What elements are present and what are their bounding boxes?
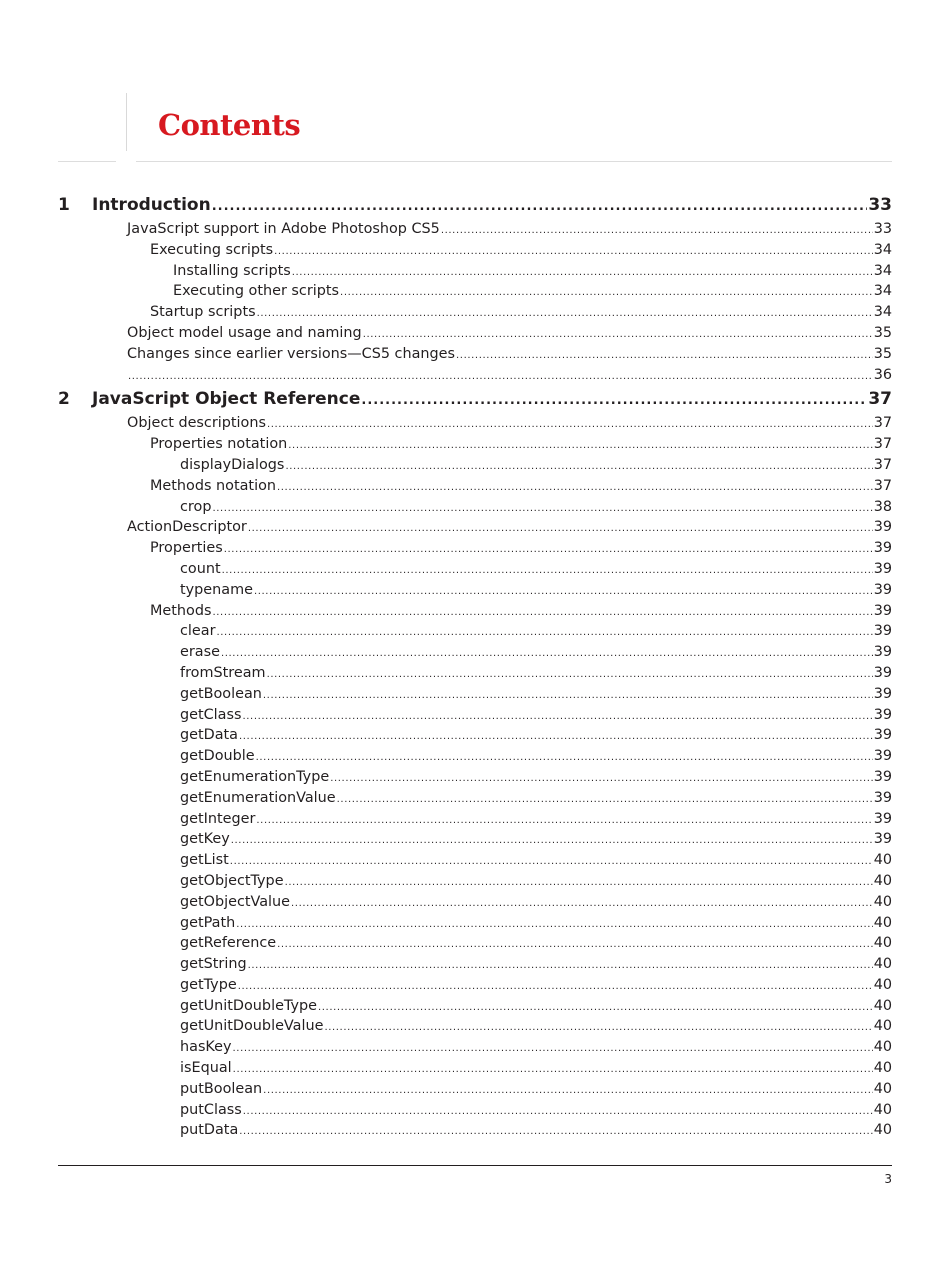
toc-entry[interactable]	[58, 809, 892, 830]
toc-entry[interactable]	[58, 302, 892, 323]
toc-entry-label: getEnumerationType	[180, 768, 330, 785]
toc-entry-page: 37	[873, 436, 892, 453]
dot-leader	[212, 193, 868, 221]
dot-leader	[257, 304, 873, 325]
dot-leader	[456, 346, 873, 367]
toc-entry-label: clear	[180, 623, 216, 640]
toc-entry-page: 40	[873, 1060, 892, 1077]
toc-entry[interactable]	[58, 996, 892, 1017]
toc-entry-label: Properties	[150, 540, 223, 557]
toc-entry[interactable]	[58, 933, 892, 954]
toc-entry-label: Object descriptions	[127, 415, 266, 432]
toc-entry-page: 39	[873, 810, 892, 827]
dot-leader	[239, 727, 873, 748]
toc-entry-page: 39	[873, 685, 892, 702]
toc-entry-page: 40	[873, 914, 892, 931]
toc-entry-page: 34	[873, 283, 892, 300]
toc-entry-page: 39	[873, 623, 892, 640]
toc-entry-label: getString	[180, 956, 247, 973]
toc-entry[interactable]	[58, 892, 892, 913]
toc-entry[interactable]	[58, 434, 892, 455]
toc-entry-page: 34	[873, 304, 892, 321]
dot-leader	[274, 242, 873, 263]
toc-entry-label: JavaScript support in Adobe Photoshop CS5	[127, 221, 440, 237]
dot-leader	[291, 894, 873, 915]
toc-entry-page: 40	[873, 852, 892, 869]
dot-leader	[277, 478, 873, 499]
toc-chapter-number: 1	[58, 195, 70, 215]
toc-entry-label: Introduction	[92, 195, 211, 215]
page-title: Contents	[158, 108, 301, 142]
toc-entry[interactable]	[58, 344, 892, 365]
toc-entry-label: Installing scripts	[173, 262, 291, 279]
dot-leader	[238, 977, 873, 998]
dot-leader	[340, 283, 873, 304]
toc-entry-label: putData	[180, 1122, 239, 1139]
dot-leader	[263, 686, 873, 707]
toc-entry[interactable]	[58, 788, 892, 809]
toc-entry[interactable]	[58, 1079, 892, 1100]
dot-leader	[288, 436, 872, 457]
toc-entry[interactable]	[58, 850, 892, 871]
toc-entry[interactable]	[58, 621, 892, 642]
toc-entry-label: Startup scripts	[150, 304, 256, 321]
toc-entry[interactable]	[58, 323, 892, 344]
toc-entry-page: 40	[873, 997, 892, 1014]
dot-leader	[277, 935, 873, 956]
toc-entry-label: typename	[180, 581, 253, 598]
toc-entry-page: 38	[873, 498, 892, 515]
toc-entry[interactable]	[58, 746, 892, 767]
toc-entry-page: 40	[873, 935, 892, 952]
dot-leader	[217, 623, 873, 644]
dot-leader	[254, 582, 873, 603]
dot-leader	[221, 644, 873, 665]
toc-entry-page: 36	[873, 366, 892, 383]
toc-entry-label: getDouble	[180, 748, 255, 765]
toc-entry-label: putClass	[180, 1101, 242, 1118]
toc-entry[interactable]	[58, 455, 892, 476]
toc-entry-page: 40	[873, 872, 892, 889]
toc-entry-label: displayDialogs	[180, 456, 285, 473]
dot-leader	[231, 831, 873, 852]
toc-entry-page: 37	[873, 415, 892, 432]
toc-entry-label: getList	[180, 852, 229, 869]
toc-entry-label: Properties notation	[150, 436, 288, 453]
dot-leader	[330, 769, 872, 790]
toc-entry[interactable]	[58, 871, 892, 892]
toc-entry[interactable]	[58, 975, 892, 996]
toc-entry[interactable]	[58, 725, 892, 746]
toc-entry-page: 39	[873, 748, 892, 765]
toc-entry[interactable]	[58, 1016, 892, 1037]
toc-entry[interactable]	[58, 1037, 892, 1058]
dot-leader	[243, 707, 873, 728]
toc-entry-page: 39	[873, 789, 892, 806]
toc-entry-label: hasKey	[180, 1039, 232, 1056]
toc-entry-page: 39	[873, 602, 892, 619]
toc-entry-label: getClass	[180, 706, 242, 723]
dot-leader	[248, 519, 873, 540]
toc-entry[interactable]	[58, 954, 892, 975]
dot-leader	[233, 1060, 873, 1081]
dot-leader	[248, 956, 873, 977]
toc-entry-page: 40	[873, 1080, 892, 1097]
dot-leader	[256, 748, 873, 769]
toc-entry-label: getReference	[180, 935, 277, 952]
toc-entry-label: crop	[180, 498, 212, 515]
toc-entry-label: count	[180, 560, 221, 577]
toc-entry-page: 39	[873, 581, 892, 598]
toc-entry-label: Methods notation	[150, 477, 276, 494]
toc-entry[interactable]	[58, 913, 892, 934]
toc-entry-label: isEqual	[180, 1060, 232, 1077]
toc-entry-page: 35	[873, 345, 892, 362]
page-number: 3	[884, 1172, 892, 1186]
toc-entry-label: getKey	[180, 831, 230, 848]
dot-leader	[363, 325, 873, 346]
header-rule-left	[58, 161, 116, 162]
toc-entry-page: 40	[873, 1101, 892, 1118]
dot-leader	[263, 1081, 873, 1102]
toc-entry[interactable]	[58, 767, 892, 788]
toc-entry-label: getPath	[180, 914, 236, 931]
toc-entry-label: erase	[180, 644, 220, 661]
toc-entry-label: putBoolean	[180, 1080, 263, 1097]
toc-entry[interactable]	[58, 517, 892, 538]
toc-entry-page: 37	[868, 389, 892, 410]
toc-entry-page: 39	[873, 644, 892, 661]
toc-entry[interactable]	[58, 705, 892, 726]
toc-entry[interactable]	[58, 538, 892, 559]
toc-chapter-number: 2	[58, 389, 70, 410]
toc-entry-page: 33	[868, 195, 892, 215]
dot-leader	[236, 915, 872, 936]
dot-leader	[230, 852, 873, 873]
dot-leader	[256, 811, 872, 832]
dot-leader	[233, 1039, 873, 1060]
toc-entry-page: 37	[873, 477, 892, 494]
toc-entry-label: getObjectType	[180, 872, 284, 889]
toc-entry[interactable]	[58, 663, 892, 684]
dot-leader	[128, 367, 873, 388]
toc-entry-page: 40	[873, 1122, 892, 1139]
toc-entry-page: 34	[873, 262, 892, 279]
dot-leader	[361, 387, 867, 415]
dot-leader	[212, 603, 872, 624]
toc-entry[interactable]	[58, 497, 892, 518]
toc-entry[interactable]	[58, 684, 892, 705]
dot-leader	[337, 790, 873, 811]
toc-entry[interactable]	[58, 365, 892, 386]
toc-entry[interactable]	[58, 240, 892, 261]
dot-leader	[324, 1018, 872, 1039]
toc-entry-page: 39	[873, 831, 892, 848]
toc-entry-page: 39	[873, 560, 892, 577]
toc-entry-label: ActionDescriptor	[127, 519, 247, 536]
toc-entry[interactable]	[58, 1100, 892, 1121]
toc-entry-page: 40	[873, 1039, 892, 1056]
toc-entry-label: getUnitDoubleValue	[180, 1018, 324, 1035]
toc-entry-page: 39	[873, 706, 892, 723]
dot-leader	[267, 415, 873, 436]
dot-leader	[243, 1102, 873, 1123]
toc-entry[interactable]	[58, 413, 892, 434]
toc-entry-page: 39	[873, 768, 892, 785]
dot-leader	[441, 221, 873, 242]
toc-entry-page: 37	[873, 456, 892, 473]
toc-chapter-entry[interactable]	[58, 385, 892, 413]
toc-entry-label: Changes since earlier versions—CS5 changes	[127, 345, 456, 362]
toc-entry[interactable]	[58, 1120, 892, 1141]
dot-leader	[318, 998, 873, 1019]
toc-entry[interactable]	[58, 476, 892, 497]
toc-entry-label: JavaScript Object Reference	[92, 389, 361, 410]
header-vertical-rule	[126, 93, 127, 151]
toc-entry-page: 40	[873, 1018, 892, 1035]
toc-entry-page: 39	[873, 727, 892, 744]
toc-entry-label: fromStream	[180, 664, 266, 681]
toc-entry-label: getObjectValue	[180, 893, 291, 910]
toc-entry-label: getInteger	[180, 810, 256, 827]
toc-entry-page: 40	[873, 893, 892, 910]
toc-entry-page: 39	[873, 540, 892, 557]
toc-entry-page: 40	[873, 956, 892, 973]
toc-entry-label: getUnitDoubleType	[180, 997, 317, 1014]
dot-leader	[292, 263, 873, 284]
toc-entry-page: 34	[873, 241, 892, 258]
toc-entry-label: Executing scripts	[150, 241, 274, 258]
toc-entry-label: getData	[180, 727, 238, 744]
toc-entry[interactable]	[58, 559, 892, 580]
dot-leader	[285, 873, 873, 894]
toc-entry[interactable]	[58, 219, 892, 240]
dot-leader	[267, 665, 873, 686]
toc-chapter-entry[interactable]	[58, 191, 892, 219]
header-rule-right	[136, 161, 892, 162]
toc-entry-page: 40	[873, 976, 892, 993]
toc-entry-label: getType	[180, 976, 237, 993]
toc-entry-page: 33	[873, 221, 892, 237]
dot-leader	[285, 457, 872, 478]
toc-entry[interactable]	[58, 580, 892, 601]
dot-leader	[212, 499, 872, 520]
toc-entry[interactable]	[58, 829, 892, 850]
footer-rule	[58, 1165, 892, 1166]
toc-entry-label: Executing other scripts	[173, 283, 340, 300]
toc-entry[interactable]	[58, 1058, 892, 1079]
toc-entry-label: getBoolean	[180, 685, 262, 702]
toc-entry-page: 39	[873, 519, 892, 536]
toc-entry[interactable]	[58, 601, 892, 622]
dot-leader	[239, 1122, 872, 1143]
dot-leader	[222, 561, 873, 582]
dot-leader	[224, 540, 873, 561]
toc-entry-page: 35	[873, 324, 892, 341]
table-of-contents	[58, 191, 892, 1141]
toc-entry-label: Methods	[150, 602, 212, 619]
toc-entry-label: Object model usage and naming	[127, 324, 362, 341]
toc-entry[interactable]	[58, 281, 892, 302]
toc-entry[interactable]	[58, 642, 892, 663]
toc-entry[interactable]	[58, 261, 892, 282]
toc-entry-label: getEnumerationValue	[180, 789, 336, 806]
toc-entry-page: 39	[873, 664, 892, 681]
